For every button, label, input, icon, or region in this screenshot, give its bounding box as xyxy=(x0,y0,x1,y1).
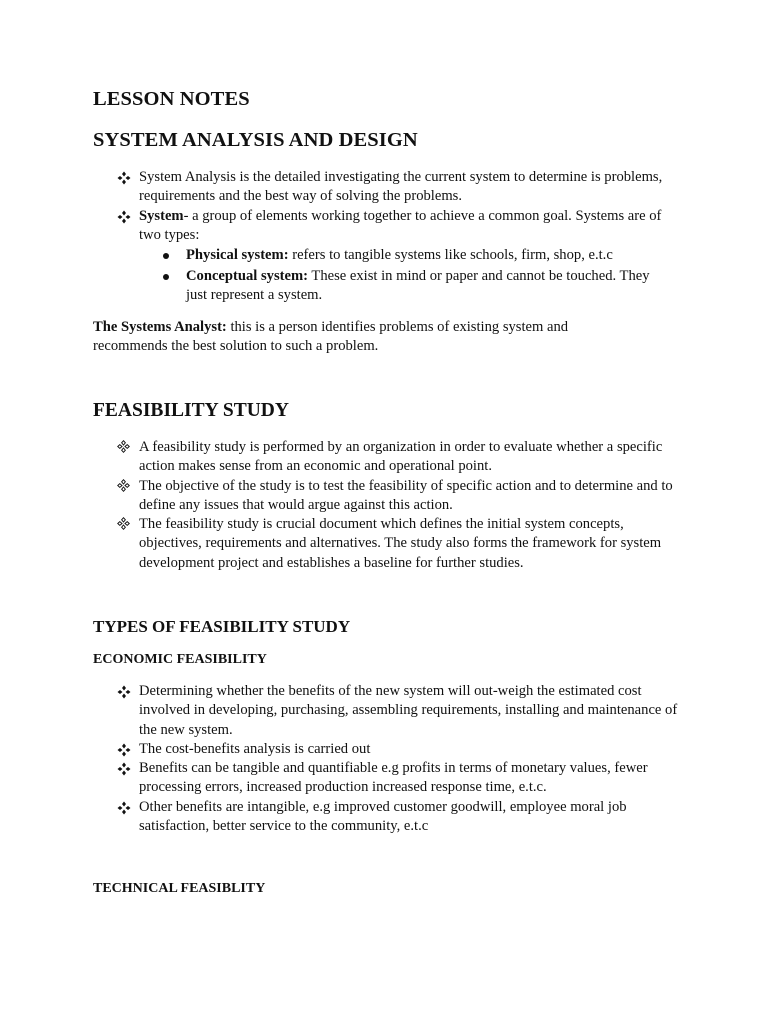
four-diamond-outline-icon xyxy=(117,517,131,531)
conceptual-system-item xyxy=(186,267,656,306)
system-term: System xyxy=(139,208,184,224)
systems-analyst-paragraph xyxy=(93,318,613,357)
four-diamond-filled-icon xyxy=(117,171,131,185)
systems-analyst-term: The Systems Analyst: xyxy=(93,319,227,335)
system-definition-item xyxy=(139,207,684,246)
physical-system-definition: refers to tangible systems like schools, firm, shop, e.t.c xyxy=(288,247,613,263)
heading-technical-feasibility: TECHNICAL FEASIBLITY xyxy=(93,881,266,896)
feasibility-item: The objective of the study is to test the feasibility of specific action and to determine and to define any issues that would argue against this action. xyxy=(139,478,673,514)
economic-item: Other benefits are intangible, e.g improved customer goodwill, employee moral job satisfaction, better service to the community, e.t.c xyxy=(139,799,627,835)
system-definition: - a group of elements working together to achieve a common goal. Systems are of two types: xyxy=(139,208,662,244)
system-analysis-item: System Analysis is the detailed investigating the current system to determine is problems, requirements and the best way of solving the problems. xyxy=(139,169,663,205)
economic-item: Determining whether the benefits of the new system will out-weigh the estimated cost involved in developing, purchasing, assembling requirements, installing and maintenance of the new system. xyxy=(139,683,678,738)
four-diamond-filled-icon xyxy=(117,762,131,776)
feasibility-item: A feasibility study is performed by an organization in order to evaluate whether a specific action makes sense from an economic and operational point. xyxy=(139,439,663,475)
four-diamond-outline-icon xyxy=(117,479,131,493)
four-diamond-filled-icon xyxy=(117,210,131,224)
round-bullet-icon xyxy=(163,253,169,259)
heading-lesson-notes: LESSON NOTES xyxy=(93,88,250,110)
round-bullet-icon xyxy=(163,274,169,280)
four-diamond-filled-icon xyxy=(117,801,131,815)
economic-item: The cost-benefits analysis is carried out xyxy=(139,741,371,757)
feasibility-item: The feasibility study is crucial document which defines the initial system concepts, objectives, requirements and alternatives. The study also forms the framework for system development project and establishes a baseline for further studies. xyxy=(139,516,662,571)
four-diamond-outline-icon xyxy=(117,440,131,454)
heading-economic-feasibility: ECONOMIC FEASIBILITY xyxy=(93,652,267,667)
physical-system-term: Physical system: xyxy=(186,247,289,263)
four-diamond-filled-icon xyxy=(117,743,131,757)
heading-system-analysis: SYSTEM ANALYSIS AND DESIGN xyxy=(93,129,418,151)
conceptual-system-term: Conceptual system: xyxy=(186,268,309,284)
economic-item: Benefits can be tangible and quantifiable e.g profits in terms of monetary values, fewer processing errors, increased production increased response time, e.t.c. xyxy=(139,760,648,796)
heading-types-of-feasibility: TYPES OF FEASIBILITY STUDY xyxy=(93,617,351,636)
heading-feasibility-study: FEASIBILITY STUDY xyxy=(93,400,289,421)
physical-system-item xyxy=(186,246,686,265)
four-diamond-filled-icon xyxy=(117,685,131,699)
systems-analyst-definition: this is a person identifies problems of existing system and recommends the best solution to such a problem. xyxy=(93,319,569,355)
conceptual-system-definition: These exist in mind or paper and cannot be touched. They just represent a system. xyxy=(186,268,650,304)
